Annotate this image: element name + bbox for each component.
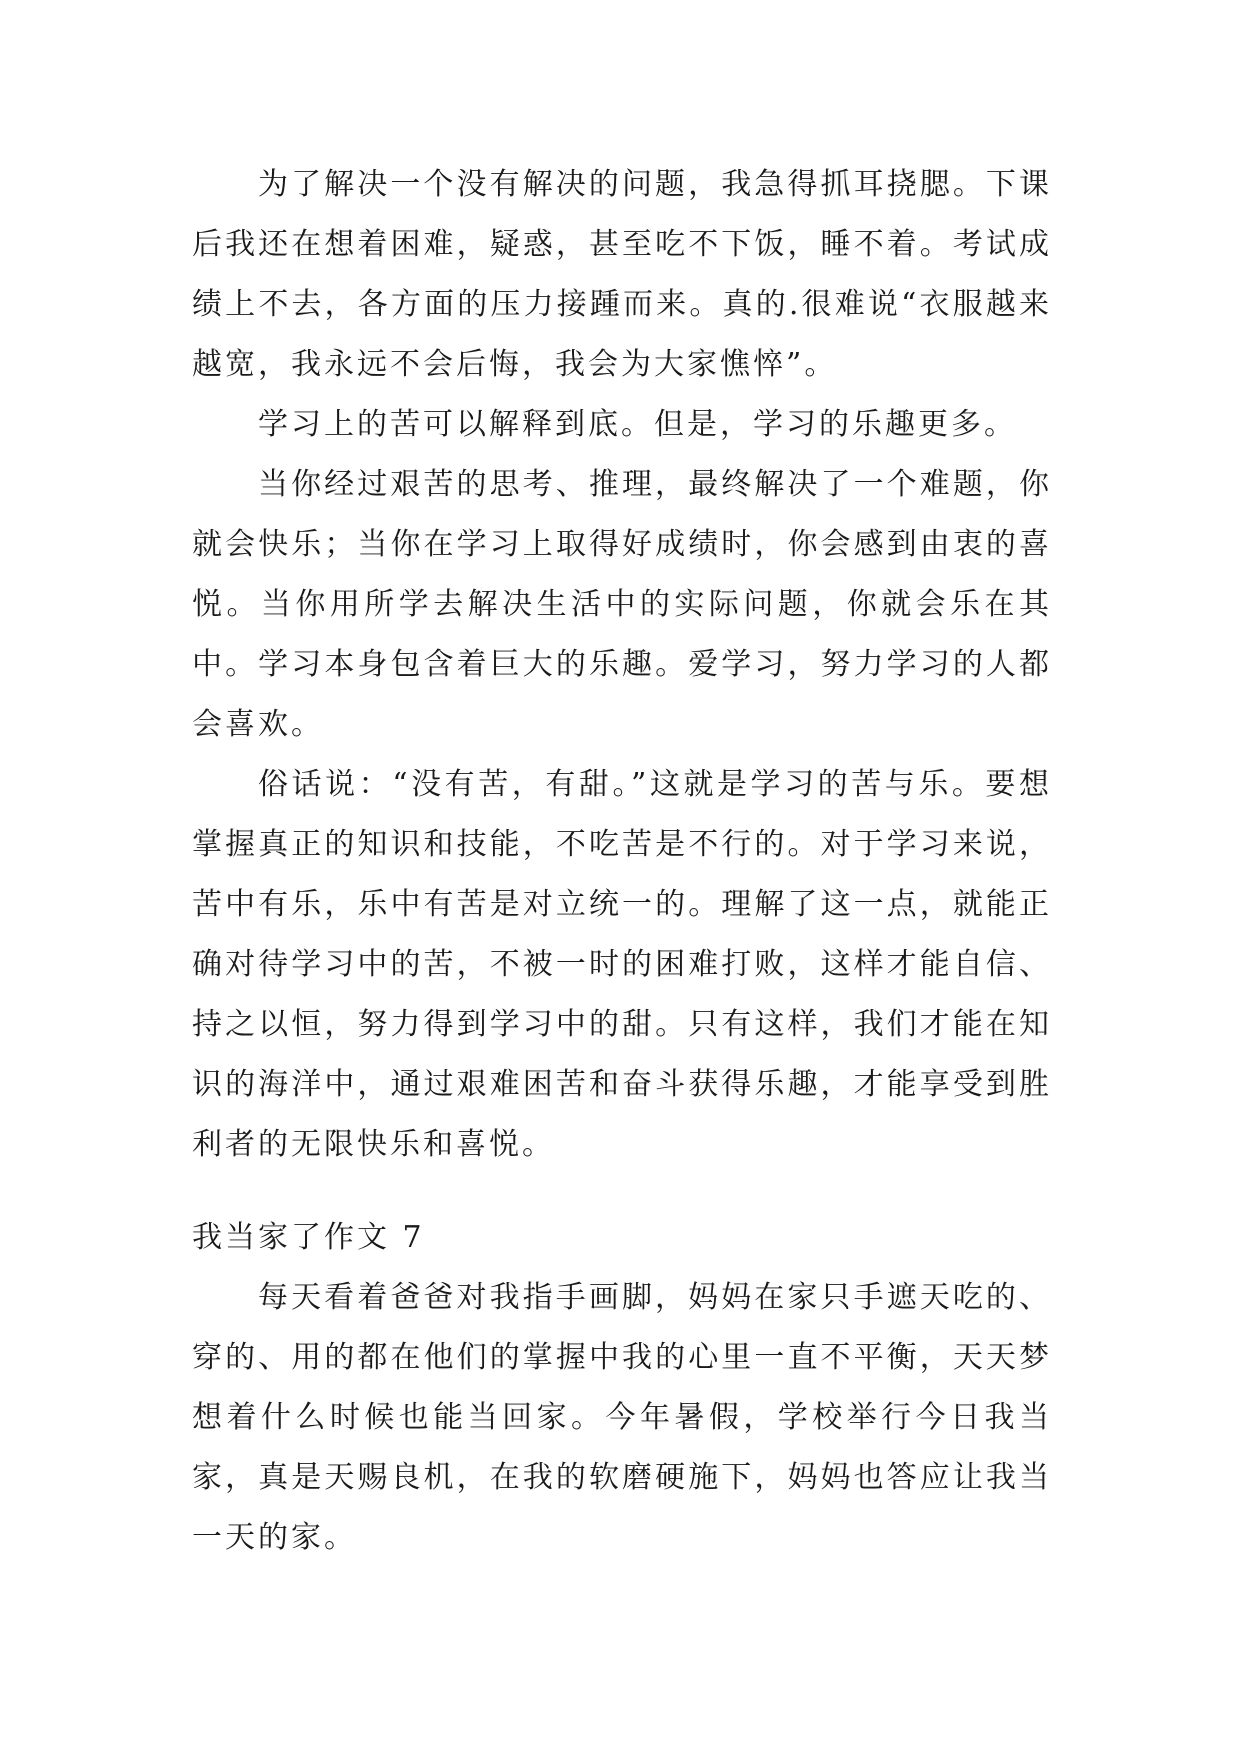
paragraph-being-head-of-family: 每天看着爸爸对我指手画脚，妈妈在家只手遮天吃的、穿的、用的都在他们的掌握中我的心里一直不平衡，天天梦想着什么时候也能当回家。今年暑假，学校举行今日我当家，真是天赐良机，在我的软磨硬施下，妈妈也答应让我当一天的家。 bbox=[192, 1280, 1052, 1555]
essay-body-part-two bbox=[192, 1268, 1052, 1568]
essay-body-part-one bbox=[192, 155, 1052, 1175]
paragraph-proverb: 俗话说：“没有苦，有甜。”这就是学习的苦与乐。要想掌握真正的知识和技能，不吃苦是不行的。对于学习来说，苦中有乐，乐中有苦是对立统一的。理解了这一点，就能正确对待学习中的苦，不被一时的困难打败，这样才能自信、持之以恒，努力得到学习中的甜。只有这样，我们才能在知识的海洋中，通过艰难困苦和奋斗获得乐趣，才能享受到胜利者的无限快乐和喜悦。 bbox=[192, 767, 1052, 1162]
paragraph-happiness: 当你经过艰苦的思考、推理，最终解决了一个难题，你就会快乐；当你在学习上取得好成绩时，你会感到由衷的喜悦。当你用所学去解决生活中的实际问题，你就会乐在其中。学习本身包含着巨大的乐趣。爱学习，努力学习的人都会喜欢。 bbox=[192, 467, 1052, 742]
paragraph-worry: 为了解决一个没有解决的问题，我急得抓耳挠腮。下课后我还在想着困难，疑惑，甚至吃不下饭，睡不着。考试成绩上不去，各方面的压力接踵而来。真的.很难说“衣服越来越宽，我永远不会后悔，我会为大家憔悴”。 bbox=[192, 167, 1052, 382]
paragraph-study-joy: 学习上的苦可以解释到底。但是，学习的乐趣更多。 bbox=[258, 407, 1017, 442]
essay-title: 我当家了作文 7 bbox=[192, 1220, 425, 1255]
